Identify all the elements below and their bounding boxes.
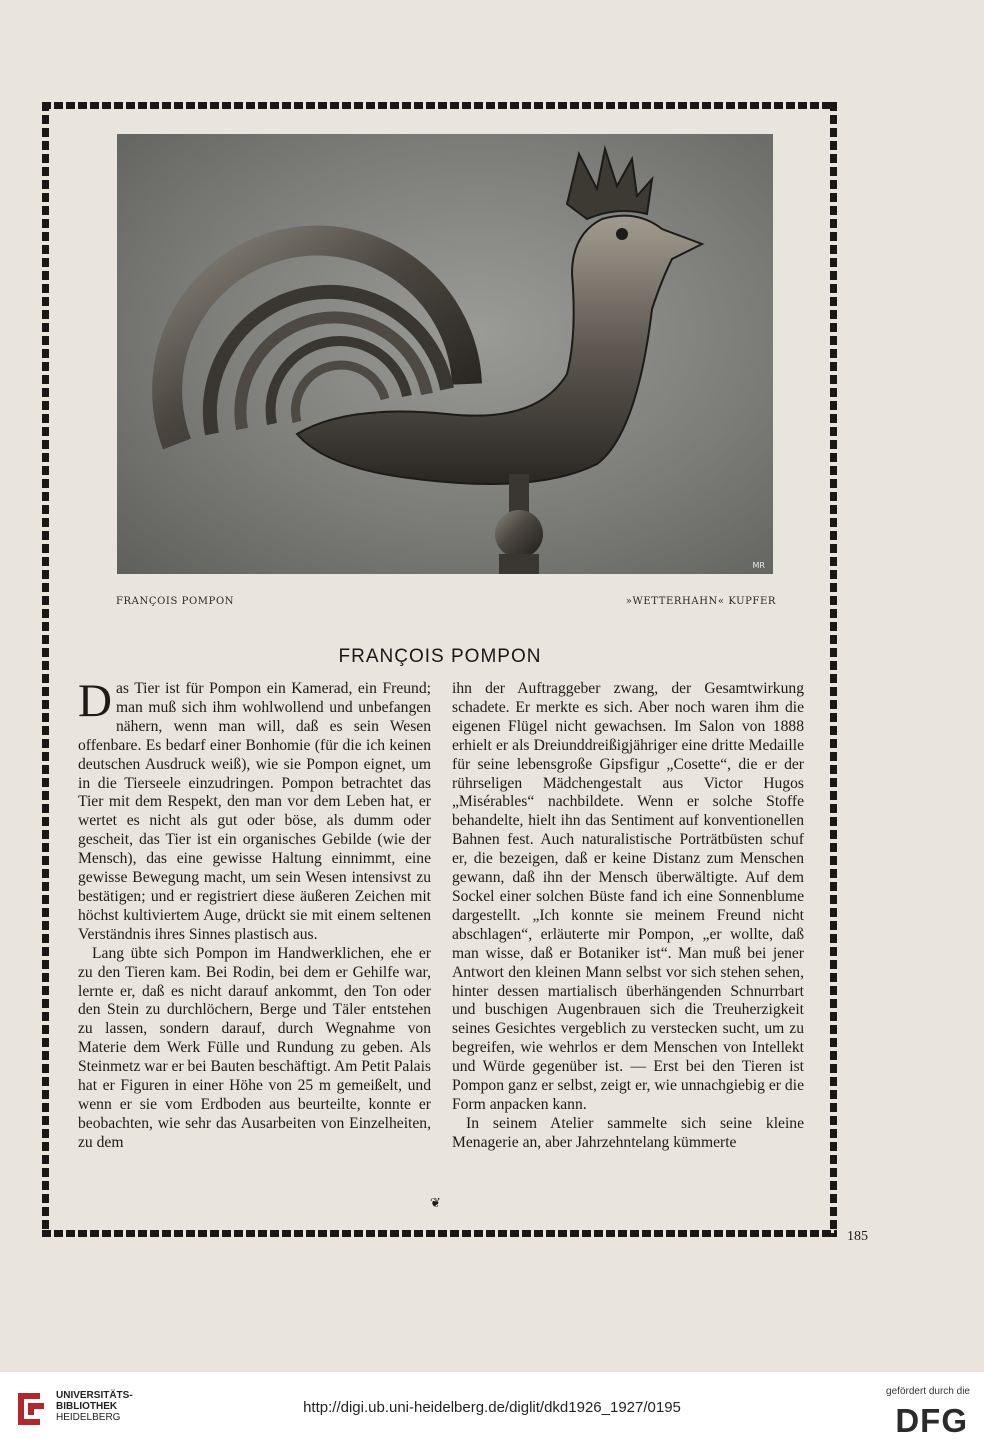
ornament-icon: ❦: [430, 1196, 441, 1211]
weathercock-illustration: [117, 134, 773, 574]
text-column-left: [78, 675, 431, 1153]
permalink-url[interactable]: http://digi.ub.uni-heidelberg.de/diglit/dkd1926_1927/0195: [303, 1399, 681, 1416]
text-column-right: [452, 680, 804, 1153]
caption-artist: FRANÇOIS POMPON: [116, 596, 235, 607]
drop-cap: D: [78, 675, 112, 727]
frame-border-right: [830, 102, 837, 1237]
frame-border-bottom: [42, 1230, 837, 1237]
library-name: UNIVERSITÄTS- BIBLIOTHEK HEIDELBERG: [56, 1390, 133, 1423]
photo-monogram: MR: [752, 561, 765, 570]
frame-border-top: [42, 102, 837, 109]
digitization-footer: [0, 1372, 984, 1449]
paragraph: Das Tier ist für Pompon ein Kamerad, ein Freund; man muß sich ihm wohlwollend und unbefangen nähern, wenn man will, daß es sein Wesen offenbare. Es bedarf einer Bonhomie (für die ich keinen deutschen Ausdruck weiß), wie sie Pompon eignet, um in die Tierseele einzudringen. Pompon betrachtet das Tier mit dem Respekt, den man vor dem Leben hat, er wertet es nicht als gut oder böse, als dumm oder gescheit, das Tier ist ein organisches Gebilde (wie der Mensch), das eine gewisse Haltung einnimmt, eine gewisse Bewegung macht, um sein Wesen intensivst zu bestätigen; und er registriert diese äußeren Zeichen mit höchst kultiviertem Auge, drückt sie mit einem seltenen Verständnis ihres Sinnes plastisch aus.: [78, 675, 431, 943]
paragraph: Lang übte sich Pompon im Handwerklichen, ehe er zu den Tieren kam. Bei Rodin, bei dem er Gehilfe war, lernte er, daß es nicht darauf ankommt, den Ton oder den Stein zu durchlöchern, Berge und Täler entstehen zu lassen, sondern darauf, durch Wegnahme von Materie dem Werk Fülle und Rundung zu geben. Als Steinmetz war er bei Bauten beschäftigt. Am Petit Palais hat er Figuren in einer Höhe von 25 m gemeißelt, und wenn er sie vom Erdboden aus beurteilte, konnte er beobachten, wie sehr das Ausarbeiten von Einzelheiten, zu dem: [78, 944, 431, 1151]
paragraph: In seinem Atelier sammelte sich seine kleine Menagerie an, aber Jahrzehntelang kümmerte: [452, 1114, 804, 1151]
dfg-logo: DFG: [895, 1402, 968, 1439]
rooster-photograph: [117, 134, 773, 574]
caption-work: »WETTERHAHN« KUPFER: [625, 596, 776, 607]
page-number: 185: [847, 1229, 868, 1244]
funding-label: gefördert durch die: [886, 1386, 970, 1397]
article-title: FRANÇOIS POMPON: [338, 646, 542, 667]
frame-border-left: [42, 102, 49, 1237]
paragraph: ihn der Auftraggeber zwang, der Gesamtwirkung schadete. Er merkte es sich. Aber noch waren ihm die eigenen Flügel nicht gewachsen. Im Salon von 1888 erhielt er als Dreiunddreißigjähriger eine dritte Medaille für seine lebensgroße Gipsfigur „Cosette“, die er der rührseligen Mädchengestalt aus Victor Hugos „Misérables“ nachbildete. Wenn er solche Stoffe behandelte, hielt ihn das Sentiment auf konventionellen Bahnen fest. Auch naturalistische Porträtbüsten schuf er, die bezeigen, daß er keine Distanz zum Menschen gewann, daß ihn der Mensch überwältigte. Auf dem Sockel einer solchen Büste fand ich eine Sonnenblume dargestellt. „Ich konnte sie meinem Freund nicht abschlagen“, erläuterte mir Pompon, „er wollte, daß man wisse, daß er Botaniker ist“. Man muß bei jener Antwort den kleinen Mann selbst vor sich stehen sehen, hinter dessen martialisch überhängenden Schnurrbart und buschigen Augenbrauen sich die Treuherzigkeit seines Gesichtes vergeblich zu verstecken sucht, um zu begreifen, wie wehrlos er dem Menschen von Intellekt und Würde gegenüber ist. — Erst bei den Tieren ist Pompon ganz er selbst, zeigt er, wie unnachgiebig er die Form anpacken kann.: [452, 680, 804, 1113]
